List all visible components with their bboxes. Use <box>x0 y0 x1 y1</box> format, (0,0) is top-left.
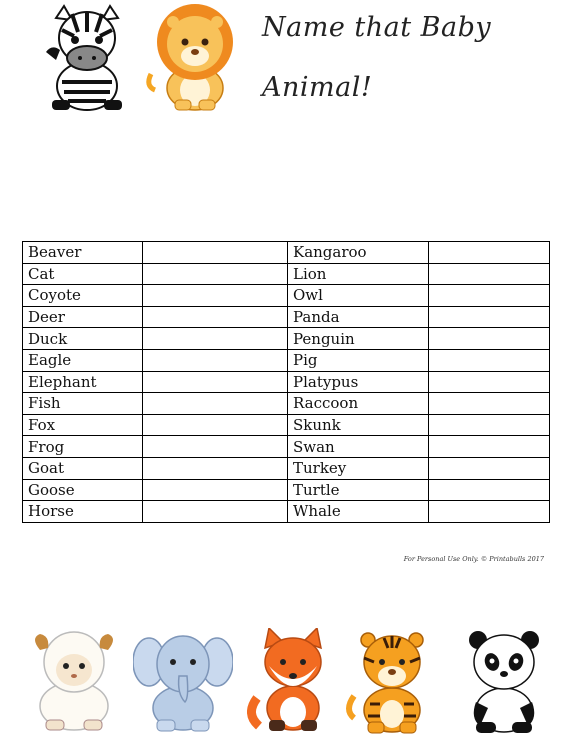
answer-cell[interactable] <box>143 328 288 350</box>
answer-cell[interactable] <box>429 457 550 479</box>
animal-name-cell: Turtle <box>288 479 429 501</box>
answer-cell[interactable] <box>429 306 550 328</box>
animal-table <box>22 241 550 523</box>
table-row <box>23 242 550 264</box>
animal-name-cell: Kangaroo <box>288 242 429 264</box>
answer-cell[interactable] <box>429 501 550 523</box>
animal-name-cell: Horse <box>23 501 143 523</box>
answer-cell[interactable] <box>143 263 288 285</box>
table-row <box>23 501 550 523</box>
animal-name-cell: Fish <box>23 393 143 415</box>
table-row <box>23 328 550 350</box>
animal-name-cell: Pig <box>288 349 429 371</box>
answer-cell[interactable] <box>429 436 550 458</box>
answer-cell[interactable] <box>429 393 550 415</box>
animal-name-cell: Fox <box>23 414 143 436</box>
table-row <box>23 479 550 501</box>
answer-cell[interactable] <box>429 263 550 285</box>
animal-name-cell: Raccoon <box>288 393 429 415</box>
table-row <box>23 263 550 285</box>
animal-name-cell: Beaver <box>23 242 143 264</box>
table-row <box>23 371 550 393</box>
elephant-icon <box>133 628 233 733</box>
animal-name-cell: Swan <box>288 436 429 458</box>
lion-icon <box>145 4 240 112</box>
answer-cell[interactable] <box>429 414 550 436</box>
title-line-1: Name that Baby <box>262 12 492 43</box>
fox-icon <box>247 628 337 733</box>
animal-name-cell: Elephant <box>23 371 143 393</box>
answer-cell[interactable] <box>429 349 550 371</box>
animal-name-cell: Coyote <box>23 285 143 307</box>
animal-name-cell: Skunk <box>288 414 429 436</box>
animal-name-cell: Frog <box>23 436 143 458</box>
animal-name-cell: Goose <box>23 479 143 501</box>
animal-name-cell: Duck <box>23 328 143 350</box>
animal-name-cell: Goat <box>23 457 143 479</box>
sheep-icon <box>26 628 122 733</box>
table-row <box>23 349 550 371</box>
animal-name-cell: Eagle <box>23 349 143 371</box>
answer-cell[interactable] <box>143 479 288 501</box>
answer-cell[interactable] <box>429 479 550 501</box>
answer-cell[interactable] <box>143 349 288 371</box>
answer-cell[interactable] <box>143 242 288 264</box>
animal-name-cell: Platypus <box>288 371 429 393</box>
answer-cell[interactable] <box>143 414 288 436</box>
answer-cell[interactable] <box>429 371 550 393</box>
animal-name-cell: Lion <box>288 263 429 285</box>
table-row <box>23 457 550 479</box>
answer-cell[interactable] <box>143 436 288 458</box>
table-row <box>23 414 550 436</box>
animal-name-cell: Cat <box>23 263 143 285</box>
answer-cell[interactable] <box>429 328 550 350</box>
answer-cell[interactable] <box>143 393 288 415</box>
answer-cell[interactable] <box>143 306 288 328</box>
answer-cell[interactable] <box>143 501 288 523</box>
copyright-footer: For Personal Use Only. © Printabulls 2017 <box>403 555 544 563</box>
answer-cell[interactable] <box>429 285 550 307</box>
animal-name-cell: Owl <box>288 285 429 307</box>
answer-cell[interactable] <box>143 285 288 307</box>
table-row <box>23 393 550 415</box>
table-row <box>23 306 550 328</box>
table-row <box>23 285 550 307</box>
animal-name-cell: Turkey <box>288 457 429 479</box>
tiger-icon <box>344 630 436 735</box>
animal-name-cell: Panda <box>288 306 429 328</box>
table-row <box>23 436 550 458</box>
answer-cell[interactable] <box>143 457 288 479</box>
animal-name-cell: Deer <box>23 306 143 328</box>
title-line-2: Animal! <box>262 72 373 103</box>
animal-name-cell: Whale <box>288 501 429 523</box>
panda-icon <box>460 630 548 735</box>
animal-name-cell: Penguin <box>288 328 429 350</box>
answer-cell[interactable] <box>143 371 288 393</box>
answer-cell[interactable] <box>429 242 550 264</box>
zebra-icon <box>42 4 132 112</box>
